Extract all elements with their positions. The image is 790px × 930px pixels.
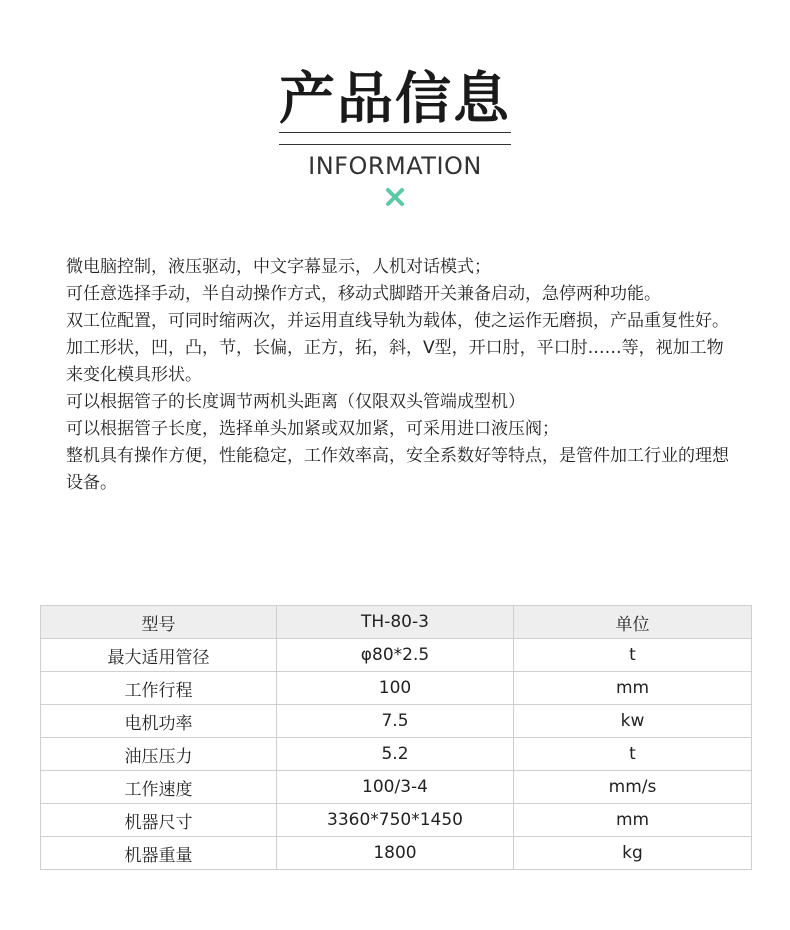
column-header-model: 型号 — [41, 606, 277, 639]
table-row — [41, 738, 752, 771]
description-line: 可任意选择手动，半自动操作方式，移动式脚踏开关兼备启动，急停两种功能。 — [66, 284, 661, 304]
description-line: 可以根据管子长度，选择单头加紧或双加紧，可采用进口液压阀； — [66, 419, 559, 439]
spec-value: 1800 — [277, 837, 514, 870]
spec-unit: kw — [514, 705, 752, 738]
page-subtitle: INFORMATION — [308, 152, 482, 180]
spec-name: 最大适用管径 — [41, 639, 277, 672]
spec-unit: mm — [514, 672, 752, 705]
spec-value: 3360*750*1450 — [277, 804, 514, 837]
page-title: 产品信息 — [279, 67, 511, 132]
spec-value: 5.2 — [277, 738, 514, 771]
spec-unit: mm — [514, 804, 752, 837]
column-header-model-value: TH-80-3 — [277, 606, 514, 639]
description-line: 双工位配置，可同时缩两次，并运用直线导轨为载体，使之运作无磨损，产品重复性好。 — [66, 311, 729, 331]
table-row — [41, 639, 752, 672]
spec-unit: kg — [514, 837, 752, 870]
spec-value: φ80*2.5 — [277, 639, 514, 672]
spec-value: 100 — [277, 672, 514, 705]
product-description — [66, 254, 738, 497]
table-header-row — [41, 606, 752, 639]
description-line: 可以根据管子的长度调节两机头距离（仅限双头管端成型机） — [66, 392, 525, 412]
spec-name: 工作行程 — [41, 672, 277, 705]
spec-name: 工作速度 — [41, 771, 277, 804]
spec-value: 100/3-4 — [277, 771, 514, 804]
spec-unit: mm/s — [514, 771, 752, 804]
spec-name: 电机功率 — [41, 705, 277, 738]
table-row — [41, 705, 752, 738]
description-line: 加工形状，凹，凸，节，长偏，正方，拓，斜，V型，开口肘，平口肘……等，视加工物来变化模具形状。 — [66, 338, 724, 385]
spec-unit: t — [514, 639, 752, 672]
spec-value: 7.5 — [277, 705, 514, 738]
title-rule-bottom — [279, 144, 511, 145]
spec-name: 机器尺寸 — [41, 804, 277, 837]
column-header-unit: 单位 — [514, 606, 752, 639]
table-row — [41, 804, 752, 837]
table-row — [41, 837, 752, 870]
spec-unit: t — [514, 738, 752, 771]
cross-icon — [385, 187, 405, 207]
spec-name: 油压压力 — [41, 738, 277, 771]
spec-table — [40, 605, 752, 870]
description-line: 整机具有操作方便，性能稳定，工作效率高，安全系数好等特点，是管件加工行业的理想设备。 — [66, 446, 729, 493]
spec-name: 机器重量 — [41, 837, 277, 870]
table-row — [41, 771, 752, 804]
title-rule-top — [279, 132, 511, 133]
description-line: 微电脑控制，液压驱动，中文字幕显示，人机对话模式； — [66, 257, 491, 277]
table-row — [41, 672, 752, 705]
